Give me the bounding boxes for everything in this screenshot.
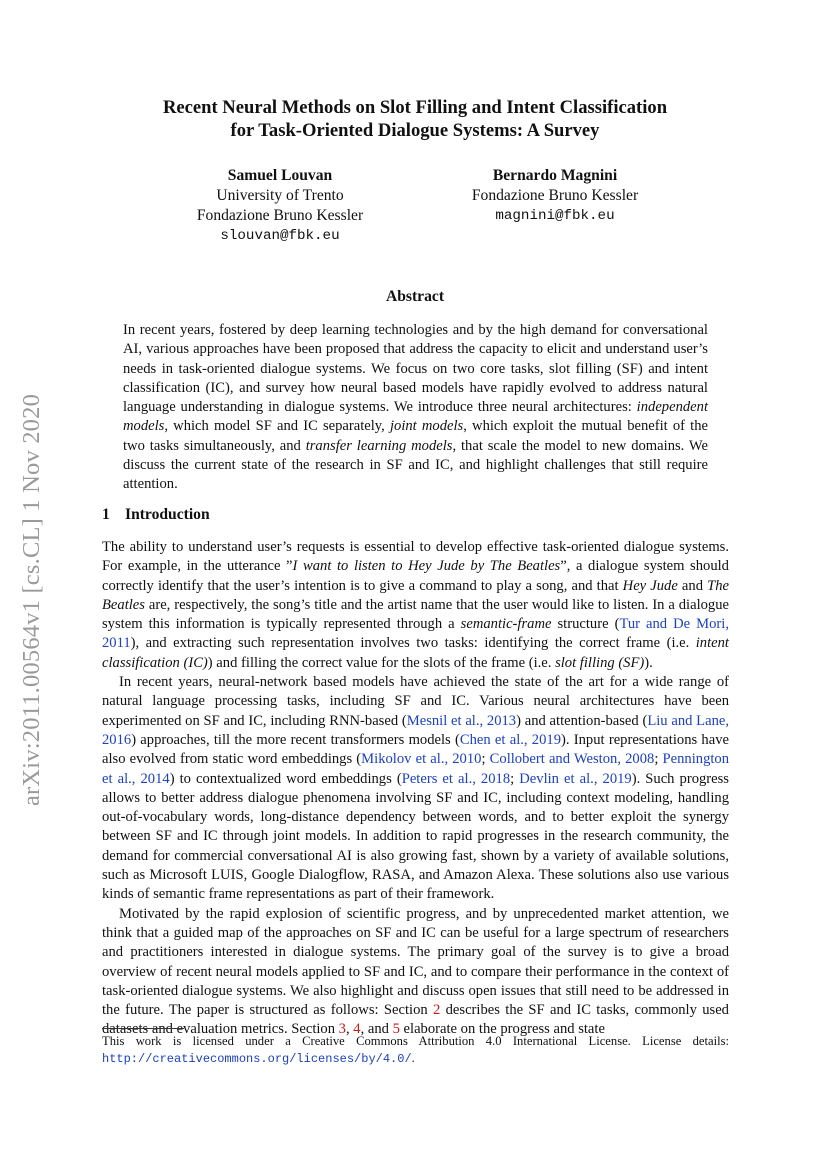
citation-link[interactable]: Devlin et al., 2019 [519, 770, 632, 787]
citation-link[interactable]: Mikolov et al., 2010 [361, 751, 482, 768]
author-block-1 [170, 166, 390, 246]
citation-link[interactable]: Liu and Lane, 2016 [102, 712, 729, 748]
body-text [102, 538, 729, 1040]
paragraph-3: Motivated by the rapid explosion of scientific progress, and by unprecedented market attention, we think that a guided map of the approaches on SF and IC can be useful for a large spectrum of researchers and practitioners interested in dialogue systems. The primary goal of the survey is to give a broad overview of recent neural models applied to SF and IC, and to compare their performance in the context of task-oriented dialogue systems. We also highlight and discuss open issues that still need to be addressed in the future. The paper is structured as follows: Section 2 describes the SF and IC tasks, commonly used datasets and evaluation metrics. Section 3, 4, and 5 elaborate on the progress and state [102, 905, 729, 1038]
section-ref-link[interactable]: 4 [353, 1021, 361, 1038]
abstract-heading: Abstract [385, 288, 445, 305]
author-name: Bernardo Magnini [492, 167, 618, 184]
section-ref-link[interactable]: 3 [338, 1021, 346, 1038]
citation-link[interactable]: Pennington et al., 2014 [102, 751, 730, 787]
footnote-rule [102, 1028, 184, 1029]
citation-link[interactable]: Collobert and Weston, 2008 [489, 751, 655, 768]
paper-title [100, 96, 730, 142]
citation-link[interactable]: Chen et al., 2019 [459, 731, 561, 748]
footnote: This work is licensed under a Creative Commons Attribution 4.0 International License. License details: http://creativecommons.org/licenses/by/4.0/. [102, 1034, 729, 1066]
author-affiliation: University of Trento [216, 187, 344, 204]
author-name: Samuel Louvan [227, 167, 333, 184]
section-ref-link[interactable]: 2 [433, 1002, 441, 1019]
title-line-1: Recent Neural Methods on Slot Filling and Intent Classification [162, 97, 668, 118]
citation-link[interactable]: Peters et al., 2018 [401, 770, 511, 787]
author-affiliation: Fondazione Bruno Kessler [471, 187, 639, 204]
title-line-2: for Task-Oriented Dialogue Systems: A Survey [230, 120, 600, 141]
citation-link[interactable]: Mesnil et al., 2013 [406, 712, 517, 729]
author-email[interactable]: slouvan@fbk.eu [220, 228, 340, 244]
license-link[interactable]: http://creativecommons.org/licenses/by/4.0/ [102, 1052, 412, 1066]
author-affiliation: Fondazione Bruno Kessler [196, 207, 364, 224]
citation-link[interactable]: Tur and De Mori, 2011 [102, 616, 729, 652]
author-block-2 [440, 166, 670, 226]
author-email[interactable]: magnini@fbk.eu [495, 208, 615, 224]
arxiv-stamp: arXiv:2011.00564v1 [cs.CL] 1 Nov 2020 [18, 393, 45, 807]
section-ref-link[interactable]: 5 [392, 1021, 400, 1038]
paragraph-1: The ability to understand user’s requests is essential to develop effective task-oriented dialogue systems. For example, in the utterance ”I want to listen to Hey Jude by The Beatles”, a dialogue system should correctly identify that the user’s intention is to give a command to play a song, and that Hey Jude and The Beatles are, respectively, the song’s title and the artist name that the user would like to listen. In a dialogue system this information is typically represented through a semantic-frame structure (Tur and De Mori, 2011), and extracting such representation involves two tasks: identifying the correct frame (i.e. intent classification (IC)) and filling the correct value for the slots of the frame (i.e. slot filling (SF)). [102, 539, 729, 671]
paragraph-2: In recent years, neural-network based models have achieved the state of the art for a wide range of natural language processing tasks, including SF and IC. Various neural architectures have been experimented on SF and IC, including RNN-based (Mesnil et al., 2013) and attention-based (Liu and Lane, 2016) approaches, till the more recent transformers models (Chen et al., 2019). Input representations have also evolved from static word embeddings (Mikolov et al., 2010; Collobert and Weston, 2008; Pennington et al., 2014) to contextualized word embeddings (Peters et al., 2018; Devlin et al., 2019). Such progress allows to better address dialogue phenomena involving SF and IC, including context modeling, handling out-of-vocabulary words, long-distance dependency between words, and to better exploit the synergy between SF and IC through joint models. In addition to rapid progresses in the research community, the demand for commercial conversational AI is also growing fast, shown by a variety of available solutions, such as Microsoft LUIS, Google Dialogflow, RASA, and Amazon Alexa. These solutions also use various kinds of semantic frame representations as part of their framework. [102, 674, 730, 903]
section-heading: 1 Introduction [102, 506, 210, 523]
abstract-text: In recent years, fostered by deep learning technologies and by the high demand for conversational AI, various approaches have been proposed that address the capacity to elicit and understand user’s needs in task-oriented dialogue systems. We focus on two core tasks, slot filling (SF) and intent classification (IC), and survey how neural based models have rapidly evolved to address natural language understanding in dialogue systems. We introduce three neural architectures: independent models, which model SF and IC separately, joint models, which exploit the mutual benefit of the two tasks simultaneously, and transfer learning models, that scale the model to new domains. We discuss the current state of the research in SF and IC, and highlight challenges that still require attention. [123, 322, 709, 493]
